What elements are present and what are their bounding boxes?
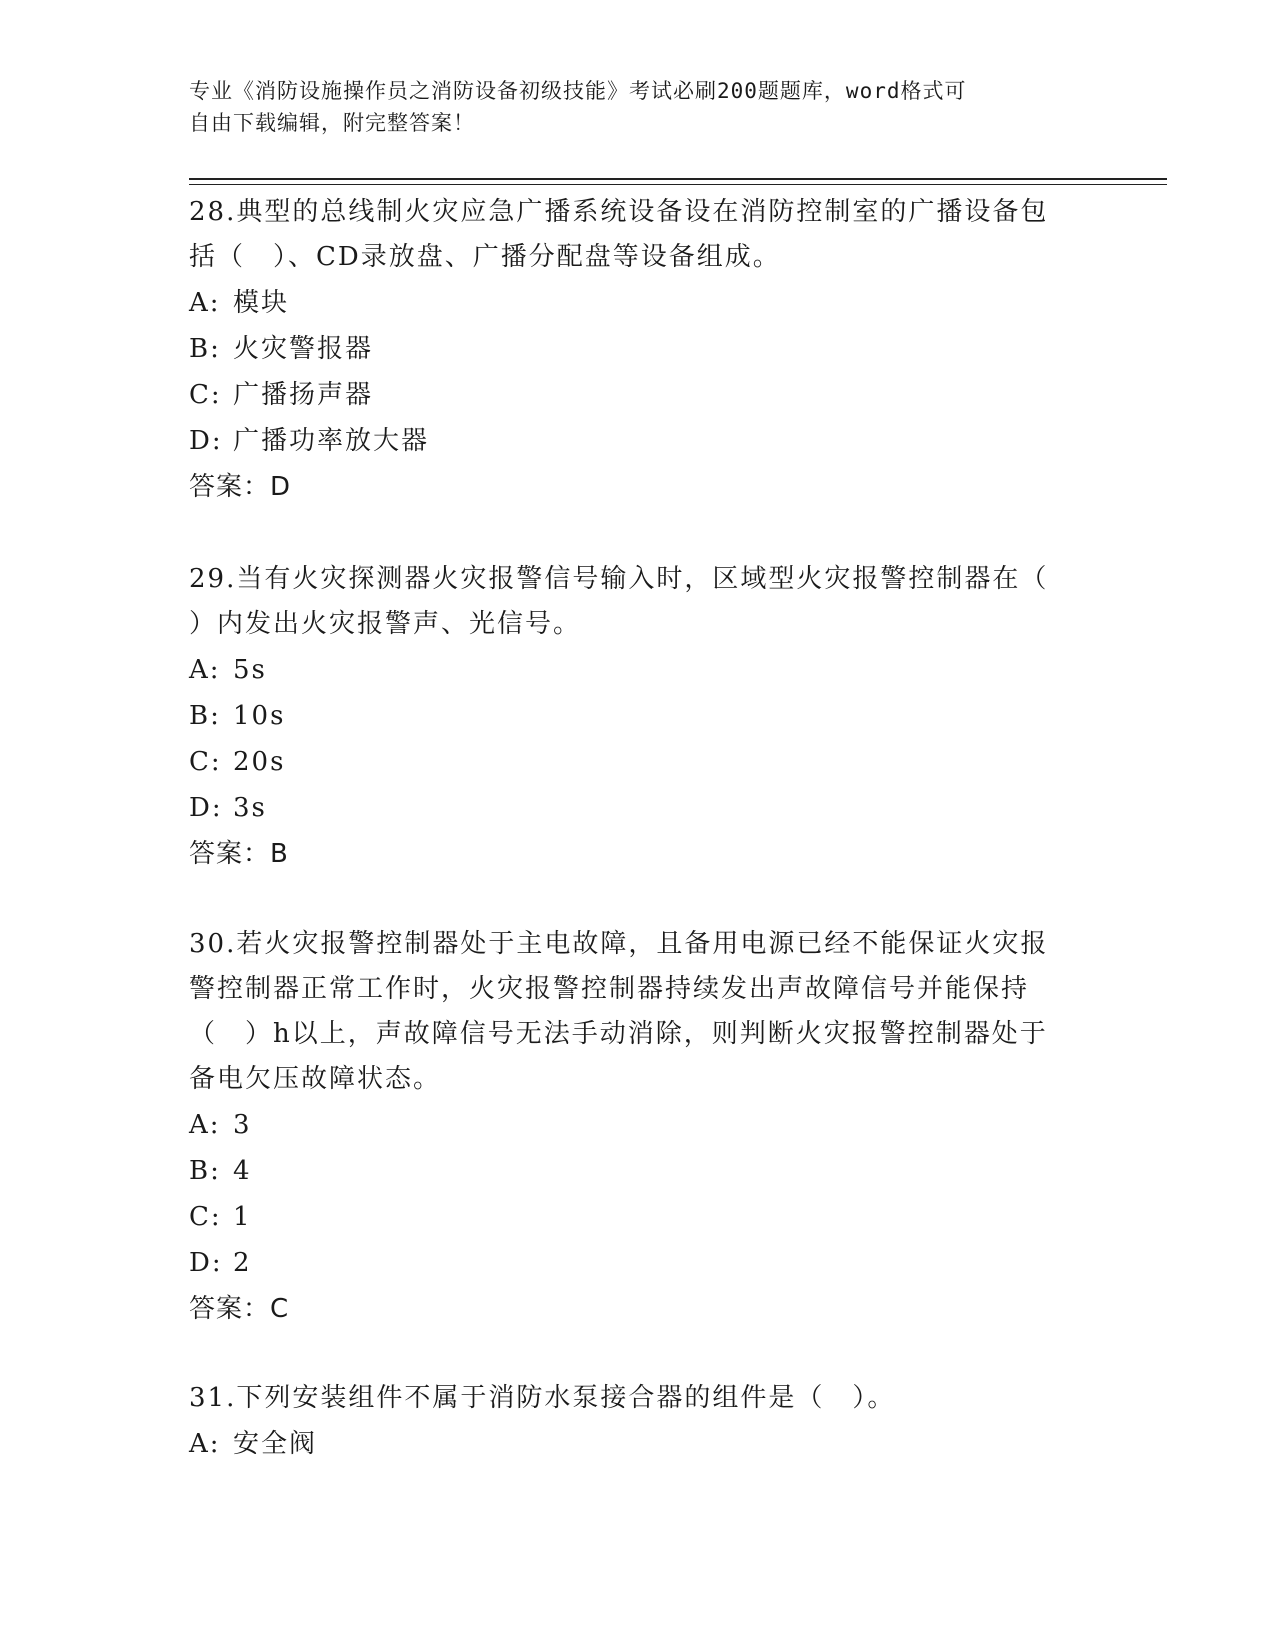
option-letter: C: [189,1202,222,1232]
option-a [189,280,1089,326]
option-c [189,739,1089,785]
answer-line: 答案：B [189,839,289,869]
stem-line: 31.下列安装组件不属于消防水泵接合器的组件是（ ）。 [189,1383,896,1413]
option-b [189,326,1089,372]
header-divider [189,184,1167,185]
option-text: 模块 [233,288,290,318]
question-stem [189,1376,1089,1421]
option-letter: A: [189,288,221,318]
option-text: 火灾警报器 [233,334,374,364]
question-block [189,190,1089,510]
option-text: 5s [233,655,267,685]
option-letter: C: [189,747,222,777]
option-b [189,693,1089,739]
stem-line: 警控制器正常工作时，火灾报警控制器持续发出声故障信号并能保持 [189,974,1030,1004]
question-stem [189,922,1089,1102]
answer-line: 答案：D [189,472,292,502]
option-text: 3s [233,793,267,823]
option-letter: B: [189,701,221,731]
option-letter: B: [189,334,221,364]
option-c [189,1194,1089,1240]
option-letter: D: [189,1248,223,1278]
header-line: 自由下载编辑，附完整答案！ [189,111,475,135]
option-b [189,1148,1089,1194]
option-letter: B: [189,1156,221,1186]
option-a [189,1421,1089,1467]
option-c [189,372,1089,418]
option-d [189,418,1089,464]
question-stem [189,557,1089,647]
question-block [189,1376,1089,1467]
question-block [189,922,1089,1332]
option-letter: A: [189,1429,221,1459]
stem-line: 29.当有火灾探测器火灾报警信号输入时，区域型火灾报警控制器在（ [189,564,1049,594]
document-header [189,75,1089,139]
option-d [189,1240,1089,1286]
answer-line: 答案：C [189,1294,290,1324]
option-text: 4 [233,1156,252,1186]
option-a [189,1102,1089,1148]
option-text: 10s [233,701,286,731]
header-divider [189,178,1167,180]
stem-line: 28.典型的总线制火灾应急广播系统设备设在消防控制室的广播设备包 [189,197,1049,227]
option-d [189,785,1089,831]
option-text: 广播功率放大器 [233,426,430,456]
option-text: 广播扬声器 [233,380,374,410]
option-text: 1 [233,1202,252,1232]
stem-line: 30.若火灾报警控制器处于主电故障，且备用电源已经不能保证火灾报 [189,929,1049,959]
stem-line: ）内发出火灾报警声、光信号。 [189,609,582,639]
stem-line: （ ）h以上，声故障信号无法手动消除，则判断火灾报警控制器处于 [189,1019,1048,1049]
question-stem [189,190,1089,280]
option-text: 2 [233,1248,252,1278]
option-letter: A: [189,1110,221,1140]
option-letter: D: [189,426,223,456]
stem-line: 括（ ）、CD录放盘、广播分配盘等设备组成。 [189,242,781,272]
option-letter: D: [189,793,223,823]
stem-line: 备电欠压故障状态。 [189,1064,442,1094]
header-line: 专业《消防设施操作员之消防设备初级技能》考试必刷200题题库，word格式可 [189,79,967,103]
option-text: 3 [233,1110,252,1140]
option-text: 20s [233,747,286,777]
question-block [189,557,1089,877]
option-text: 安全阀 [233,1429,318,1459]
option-a [189,647,1089,693]
option-letter: A: [189,655,221,685]
option-letter: C: [189,380,222,410]
